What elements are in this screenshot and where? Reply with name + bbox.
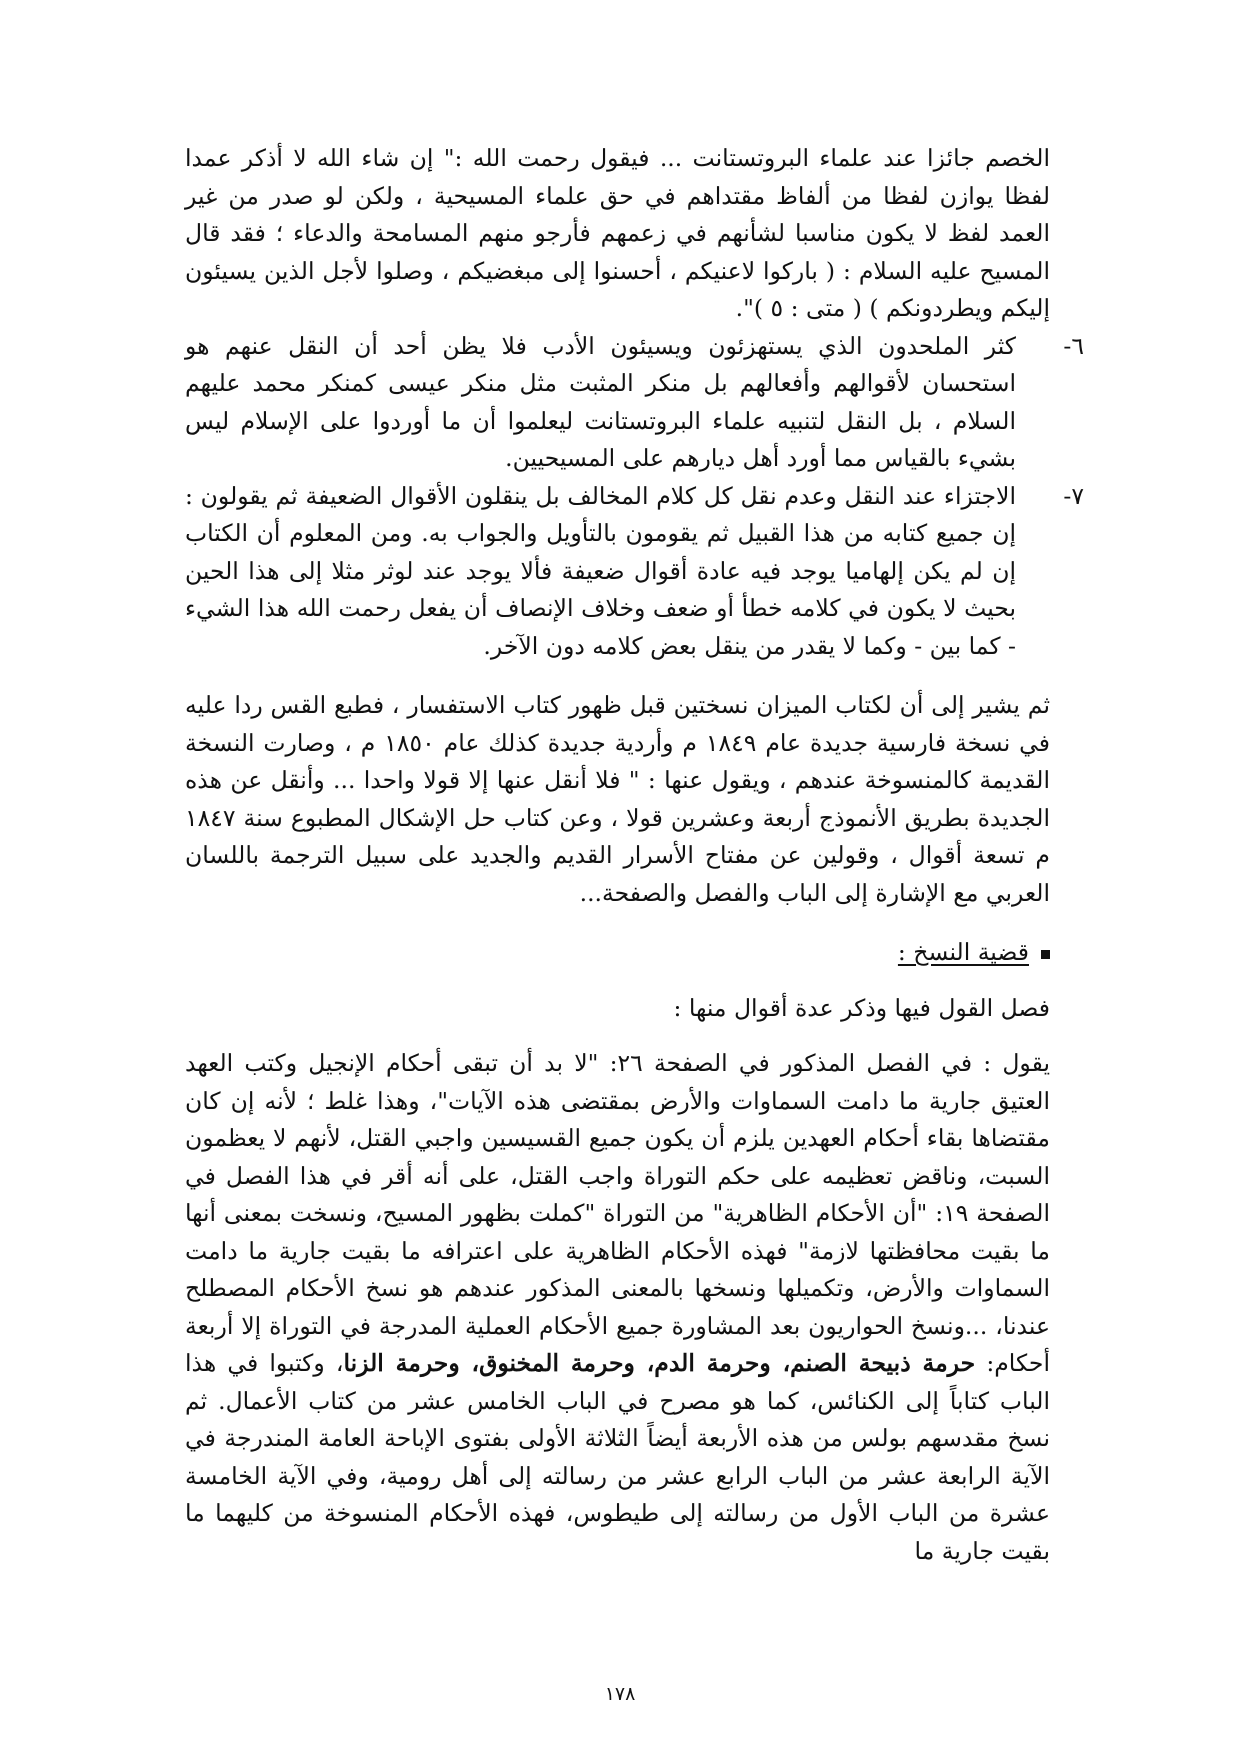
spacer (185, 1027, 1050, 1045)
item-text: الاجتزاء عند النقل وعدم نقل كل كلام المخالف بل ينقلون الأقوال الضعيفة ثم يقولون : إن جميع كتابه من هذا القبيل ثم يقومون بالتأويل والجواب به. ومن المعلوم أن الكتاب إن لم يكن إلهاميا يوجد فيه عادة أقوال ضعيفة فألا يوجد عند لوثر مثلا إلى هذا الحين بحيث لا يكون في كلامه خطأ أو ضعف وخلاف الإنصاف أن يفعل رحمت الله هذا الشيء - كما بين - وكما لا يقدر من ينقل بعض كلامه دون الآخر. (185, 481, 1016, 660)
page-number: ١٧٨ (604, 1683, 636, 1705)
final-paragraph-part1: يقول : في الفصل المذكور في الصفحة ٢٦: "لا بد أن تبقى أحكام الإنجيل وكتب العهد العتيق جارية ما دامت السماوات والأرض بمقتضى هذه الآيات"، وهذا غلط ؛ لأنه إن كان مقتضاها بقاء أحكام العهدين يلزم أن يكون جميع القسيسين واجبي القتل، لأنهم لا يعظمون السبت، وناقض تعظيمه على حكم التوراة واجب القتل، على أنه أقر في هذا الفصل في الصفحة ١٩: "أن الأحكام الظاهرية" من التوراة "كملت بظهور المسيح، ونسخت بمعنى أنها ما بقيت محافظتها لازمة" فهذه الأحكام الظاهرية على اعترافه ما بقيت جارية ما دامت السماوات والأرض، وتكميلها ونسخها بالمعنى المذكور عندهم هو نسخ الأحكام المصطلح عندنا، ...ونسخ الحواريون بعد المشاورة جميع الأحكام العملية المدرجة في التوراة إلا أربعة أحكام: (185, 1049, 1050, 1377)
section-heading-text: قضية النسخ : (897, 938, 1029, 966)
final-paragraph-part2: ، وكتبوا في هذا الباب كتاباً إلى الكنائس، كما هو مصرح في الباب الخامس عشر من كتاب الأعمال. ثم نسخ مقدسهم بولس من هذه الأربعة أيضاً الثلاثة الأولى بفتوى الإباحة العامة المندرجة في الآية الرابعة عشر من الباب الرابع عشر من رسالته إلى أهل رومية، وفي الآية الخامسة عشرة من الباب الأول من رسالته إلى طيطوس، فهذه الأحكام المنسوخة من كليهما ما بقيت جارية ما (185, 1349, 1050, 1565)
four-rulings-bold: حرمة ذبيحة الصنم، وحرمة الدم، وحرمة المخنوق، وحرمة الزنا (343, 1349, 976, 1377)
final-paragraph (185, 1045, 1050, 1570)
section-heading (185, 934, 1050, 972)
spacer (185, 972, 1050, 990)
page-content (185, 140, 1084, 1570)
versions-paragraph: ثم يشير إلى أن لكتاب الميزان نسختين قبل ظهور كتاب الاستفسار ، فطبع القس ردا عليه في نسخة فارسية جديدة عام ١٨٤٩ م وأردية جديدة كذلك عام ١٨٥٠ م ، وصارت النسخة القديمة كالمنسوخة عندهم ، ويقول عنها : " فلا أنقل عنها إلا قولا واحدا ... وأنقل عن هذه الجديدة بطريق الأنموذج أربعة وعشرين قولا ، وعن كتاب حل الإشكال المطبوع سنة ١٨٤٧ م تسعة أقوال ، وقولين عن مفتاح الأسرار القديم والجديد على سبيل الترجمة باللسان العربي مع الإشارة إلى الباب والفصل والصفحة... (185, 691, 1050, 907)
square-bullet-icon (1041, 950, 1050, 959)
item-number: ٦- (1063, 331, 1084, 360)
intro-paragraph: الخصم جائزا عند علماء البروتستانت ... فيقول رحمت الله :" إن شاء الله لا أذكر عمدا لفظا يوازن لفظا من ألفاظ مقتداهم في حق علماء المسيحية ، ولكن لو صدر من غير العمد لفظ لا يكون مناسبا لشأنهم في زعمهم فأرجو منهم المسامحة والدعاء ؛ فقد قال المسيح عليه السلام : ( باركوا لاعنيكم ، أحسنوا إلى مبغضيكم ، وصلوا لأجل الذين يسيئون إليكم ويطردونكم ) ( متى : ٥ )". (185, 144, 1050, 322)
numbered-item-6 (185, 328, 1084, 478)
section-intro: فصل القول فيها وذكر عدة أقوال منها : (673, 993, 1050, 1022)
spacer (185, 665, 1050, 687)
item-number: ٧- (1063, 481, 1084, 510)
numbered-item-7 (185, 478, 1084, 666)
item-text: كثر الملحدون الذي يستهزئون ويسيئون الأدب فلا يظن أحد أن النقل عنهم هو استحسان لأقوالهم وأفعالهم بل منكر المثبت مثل منكر عيسى كمنكر محمد عليهم السلام ، بل النقل لتنبيه علماء البروتستانت ليعلموا أن ما أوردوا على الإسلام ليس بشيء بالقياس مما أورد أهل ديارهم على المسيحيين. (185, 331, 1016, 472)
spacer (185, 912, 1050, 934)
